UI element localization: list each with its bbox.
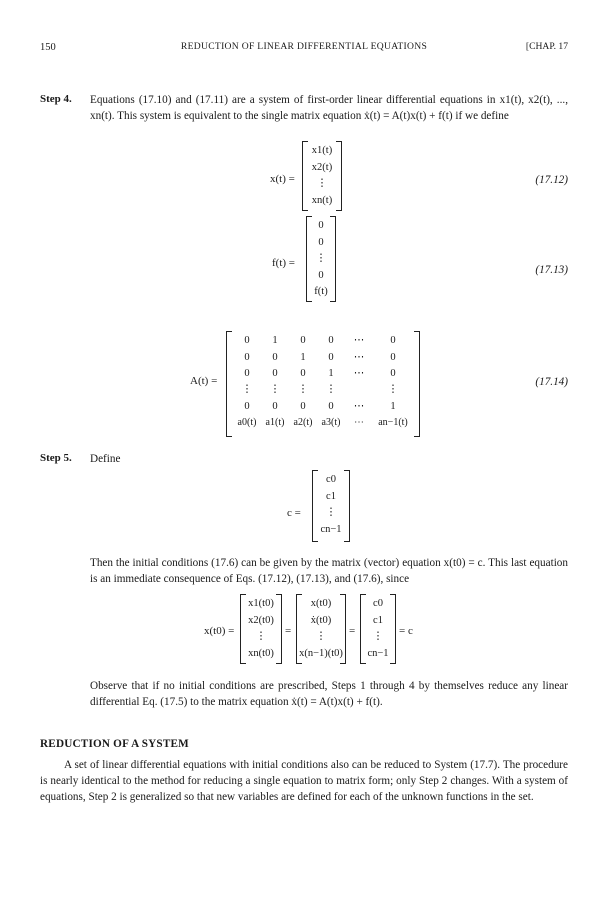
section-heading: REDUCTION OF A SYSTEM	[40, 738, 189, 750]
matrix-entry: ⋮	[255, 631, 267, 642]
matrix-entry: a2(t)	[293, 417, 313, 428]
step4-text: Equations (17.10) and (17.11) are a system of first-order linear differential equations in x1(t), x2(t), ..., xn(t). This system is equivalent to the single matrix equation ẋ(t) = A(t)x(t) + f(t) if we define	[90, 94, 568, 123]
eq14-matrix	[226, 331, 420, 437]
matrix-entry: 1	[390, 401, 396, 412]
matrix-entry: x1(t0)	[248, 598, 274, 609]
matrix-entry: c0	[373, 598, 383, 609]
matrix-entry: 0	[318, 270, 324, 281]
matrix-entry: x(n−1)(t0)	[299, 648, 343, 659]
matrix-entry: x2(t0)	[248, 615, 274, 626]
header-title: REDUCTION OF LINEAR DIFFERENTIAL EQUATIONS	[180, 41, 428, 52]
c-lhs: c =	[287, 507, 301, 519]
matrix-entry: xn(t0)	[248, 648, 274, 659]
matrix-entry: 0	[390, 352, 396, 363]
initial-col2-matrix	[296, 594, 346, 664]
matrix-entry: x(t0)	[310, 598, 332, 609]
running-header	[40, 40, 568, 56]
step5-text: Define	[90, 453, 121, 465]
matrix-entry: ⋯	[353, 401, 365, 412]
matrix-entry: c1	[326, 491, 336, 502]
eq13-matrix	[306, 216, 336, 302]
c-matrix	[312, 470, 350, 542]
matrix-entry: 0	[300, 401, 306, 412]
matrix-entry: cn−1	[320, 524, 342, 535]
matrix-entry: ⋮	[315, 253, 327, 264]
matrix-entry: 0	[390, 335, 396, 346]
matrix-entry: 0	[244, 352, 250, 363]
equals-sign: =	[285, 625, 292, 637]
matrix-entry: 0	[300, 368, 306, 379]
matrix-entry: c1	[373, 615, 383, 626]
eq13-lhs: f(t) =	[272, 257, 295, 269]
matrix-entry: 0	[328, 401, 334, 412]
matrix-entry: 0	[272, 352, 278, 363]
matrix-entry: ⋮	[372, 631, 384, 642]
matrix-entry: ⋮	[325, 384, 337, 395]
matrix-entry: x1(t)	[311, 145, 333, 156]
eq12-number: (17.12)	[535, 174, 568, 186]
eq13-number: (17.13)	[535, 264, 568, 276]
matrix-entry: 0	[390, 368, 396, 379]
matrix-entry: ẋ(t0)	[310, 615, 332, 626]
matrix-entry: 0	[318, 220, 324, 231]
matrix-entry: 0	[244, 335, 250, 346]
matrix-entry: 0	[300, 335, 306, 346]
section-text: A set of linear differential equations with initial conditions also can be reduced to System (17.7). The procedure is nearly identical to the method for reducing a single equation to matrix form; only Step 2 changes. With a system of equations, Step 2 is generalized so that new variables are defined for each of the unknown functions in the set.	[40, 759, 568, 804]
matrix-entry: ⋯	[353, 368, 365, 379]
equals-c: = c	[399, 625, 413, 637]
matrix-entry: c0	[326, 474, 336, 485]
matrix-entry: 0	[272, 401, 278, 412]
observe-text: Observe that if no initial conditions are prescribed, Steps 1 through 4 by themselves reduce any linear differential Eq. (17.5) to the matrix equation ẋ(t) = A(t)x(t) + f(t).	[90, 680, 568, 709]
initial-conditions-text: Then the initial conditions (17.6) can be given by the matrix (vector) equation x(t0) = c. This last equation is an immediate consequence of Eqs. (17.12), (17.13), and (17.6), since	[90, 557, 568, 586]
matrix-entry: ⋮	[315, 631, 327, 642]
eq14-number: (17.14)	[535, 376, 568, 388]
page-number: 150	[40, 42, 56, 53]
matrix-entry: ⋮	[297, 384, 309, 395]
initial-col3-matrix	[360, 594, 396, 664]
matrix-entry: 0	[244, 401, 250, 412]
matrix-entry: 0	[318, 237, 324, 248]
chapter-label: [CHAP. 17	[525, 41, 568, 52]
matrix-entry: ⋯	[353, 335, 365, 346]
step5-label: Step 5.	[40, 452, 72, 464]
matrix-entry: ⋮	[325, 507, 337, 518]
matrix-entry: 0	[328, 335, 334, 346]
matrix-entry: 0	[272, 368, 278, 379]
step4-label: Step 4.	[40, 93, 72, 105]
matrix-entry: x2(t)	[311, 162, 333, 173]
matrix-entry: 0	[244, 368, 250, 379]
matrix-entry: a3(t)	[321, 417, 341, 428]
matrix-entry: ⋮	[316, 178, 328, 189]
matrix-entry: an−1(t)	[378, 417, 408, 428]
xt0-lhs: x(t0) =	[204, 625, 235, 637]
matrix-entry: f(t)	[314, 286, 328, 297]
eq12-lhs: x(t) =	[270, 173, 295, 185]
matrix-entry: ⋯	[354, 417, 364, 428]
matrix-entry: a1(t)	[265, 417, 285, 428]
eq12-matrix	[302, 141, 342, 211]
matrix-entry: 0	[328, 352, 334, 363]
matrix-entry: a0(t)	[237, 417, 257, 428]
eq14-lhs: A(t) =	[190, 375, 218, 387]
matrix-entry: 1	[328, 368, 334, 379]
matrix-entry: 1	[300, 352, 306, 363]
initial-col1-matrix	[240, 594, 282, 664]
matrix-entry: xn(t)	[311, 195, 333, 206]
matrix-entry: 1	[272, 335, 278, 346]
matrix-entry: ⋮	[387, 384, 399, 395]
matrix-entry: ⋮	[241, 384, 253, 395]
equals-sign: =	[349, 625, 356, 637]
matrix-entry: cn−1	[367, 648, 389, 659]
matrix-entry: ⋮	[269, 384, 281, 395]
matrix-entry: ⋯	[353, 352, 365, 363]
